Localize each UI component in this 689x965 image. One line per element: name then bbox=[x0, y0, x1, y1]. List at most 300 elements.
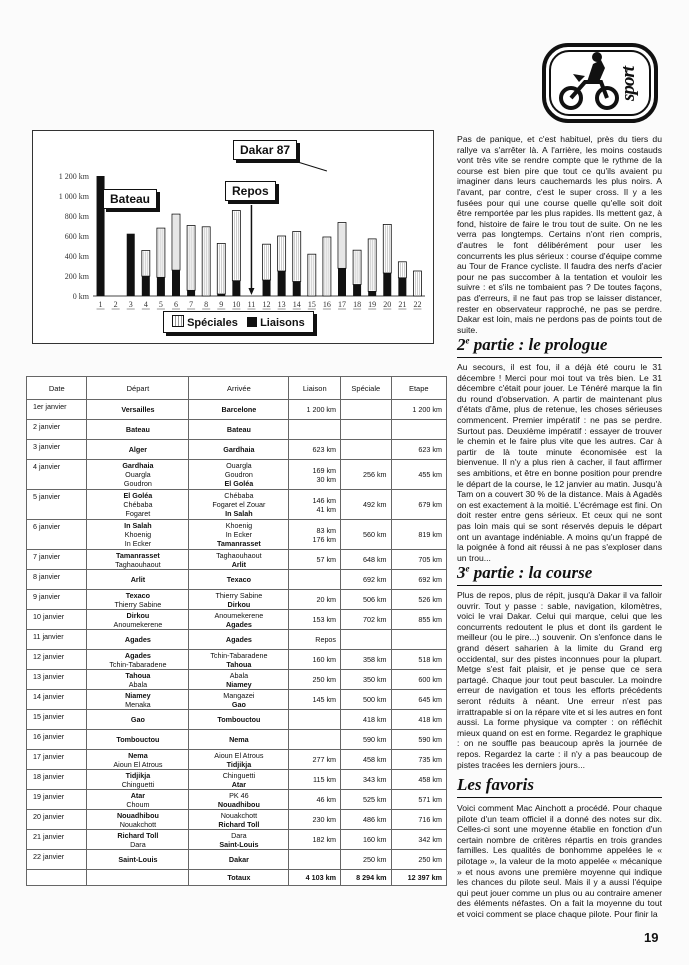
cell-etape bbox=[391, 440, 446, 460]
cell-depart-line: Ouargla bbox=[125, 470, 151, 479]
cell-speciale bbox=[341, 750, 392, 770]
cell-etape bbox=[391, 570, 446, 590]
cell-liaison bbox=[289, 810, 341, 830]
cell-etape-line: 735 km bbox=[418, 755, 442, 764]
cell-arrivee-line: Goudron bbox=[224, 470, 253, 479]
cell-speciale bbox=[341, 420, 392, 440]
cell-arrivee bbox=[189, 520, 289, 550]
cell-liaison-line: 1 200 km bbox=[306, 405, 337, 414]
cell-etape bbox=[391, 790, 446, 810]
cell-depart-line: Tombouctou bbox=[116, 735, 160, 744]
date-text: 2 janvier bbox=[33, 422, 61, 431]
cell-depart-line: Aioun El Atrous bbox=[113, 759, 163, 769]
chart-title: Dakar 87 bbox=[233, 140, 297, 160]
cell-etape-line: 250 km bbox=[418, 855, 442, 864]
cell-depart-line: Nema bbox=[128, 750, 148, 760]
cell-arrivee-line: Saint-Louis bbox=[219, 839, 259, 849]
cell-liaison-line: 146 km bbox=[312, 495, 337, 505]
annotation-repos: Repos bbox=[225, 181, 276, 201]
cell-depart-line: Nouadhibou bbox=[116, 810, 159, 820]
cell-speciale-line: 343 km bbox=[362, 775, 387, 784]
cell-speciale bbox=[341, 590, 392, 610]
section3-rule bbox=[457, 585, 662, 586]
legend-speciales-label: Spéciales bbox=[187, 317, 238, 329]
cell-etape-line: 819 km bbox=[418, 530, 442, 539]
cell-depart bbox=[87, 850, 189, 870]
cell-depart bbox=[87, 810, 189, 830]
cell-speciale bbox=[341, 810, 392, 830]
cell-date bbox=[27, 790, 87, 810]
cell-liaison bbox=[289, 590, 341, 610]
table-row bbox=[27, 490, 447, 520]
cell-depart-line: Tchin-Tabaradene bbox=[109, 659, 167, 669]
cell-date bbox=[27, 670, 87, 690]
cell-etape-line: 1 200 km bbox=[412, 405, 442, 414]
cell-depart-line: Dara bbox=[130, 839, 146, 849]
bar-liaison bbox=[142, 276, 150, 296]
cell-arrivee-line: Richard Toll bbox=[218, 819, 260, 829]
cell-arrivee-line: Gao bbox=[231, 699, 246, 709]
cell-arrivee-line: Atar bbox=[231, 779, 247, 789]
cell-depart bbox=[87, 750, 189, 770]
cell-depart-line: El Goléa bbox=[123, 491, 153, 500]
x-tick-label: 21 bbox=[398, 300, 407, 309]
cell-speciale-line: 458 km bbox=[362, 755, 387, 764]
cell-etape-line: 623 km bbox=[418, 445, 442, 454]
cell-arrivee-line: El Goléa bbox=[224, 479, 254, 488]
cell-arrivee bbox=[189, 670, 289, 690]
cell-arrivee-line: Tamanrasset bbox=[216, 539, 261, 548]
cell-depart-line: Menaka bbox=[125, 699, 151, 709]
cell-arrivee-line: Dara bbox=[231, 830, 247, 840]
cell-depart-line: Gardhaia bbox=[122, 461, 154, 470]
cell-speciale bbox=[341, 400, 392, 420]
cell-etape bbox=[391, 850, 446, 870]
x-tick-label: 20 bbox=[383, 300, 392, 309]
date-text: 11 janvier bbox=[33, 632, 64, 641]
table-body bbox=[27, 400, 447, 886]
cell-depart bbox=[87, 520, 189, 550]
bar-liaison bbox=[232, 281, 240, 296]
y-tick-label: 200 km bbox=[64, 272, 89, 281]
cell-liaison-line: 153 km bbox=[312, 615, 337, 624]
bar-liaison bbox=[263, 280, 271, 296]
cell-etape-line: 716 km bbox=[418, 815, 442, 824]
cell-date bbox=[27, 690, 87, 710]
table-row bbox=[27, 520, 447, 550]
cell-depart-line: Alger bbox=[128, 445, 148, 454]
section4-heading: Les favoris bbox=[457, 775, 534, 794]
table-row bbox=[27, 750, 447, 770]
totals-speciale bbox=[341, 870, 392, 886]
x-tick-label: 3 bbox=[128, 300, 133, 309]
cell-etape-line: 645 km bbox=[418, 695, 442, 704]
cell-arrivee-line: Aioun El Atrous bbox=[214, 750, 264, 760]
cell-liaison bbox=[289, 400, 341, 420]
cell-speciale bbox=[341, 830, 392, 850]
section2-heading: 2e partie : le prologue bbox=[457, 335, 608, 354]
cell-arrivee bbox=[189, 650, 289, 670]
cell-arrivee-line: Thierry Sabine bbox=[215, 590, 263, 600]
cell-etape bbox=[391, 590, 446, 610]
cell-etape bbox=[391, 810, 446, 830]
cell-speciale-line: 500 km bbox=[362, 695, 387, 704]
cell-liaison bbox=[289, 850, 341, 870]
section4-rule bbox=[457, 797, 662, 798]
table-row bbox=[27, 460, 447, 490]
cell-etape bbox=[391, 520, 446, 550]
cell-arrivee bbox=[189, 440, 289, 460]
cell-date bbox=[27, 710, 87, 730]
cell-arrivee bbox=[189, 570, 289, 590]
x-tick-label: 1 bbox=[98, 300, 103, 309]
section3-text: Plus de repos, plus de répit, jusqu'à Dakar il va falloir ouvrir. Tout y passe : sable, navigation, kilomètres, voici le vrai Dakar. Celui qui marque, celui que les concurrents redoutent le plus et dont ils gardent le meilleur (ou le pire...) souvenir. On s'enfonce dans le grand désert saharien à la limite du Grand erg occidental, sur des pistes inconnues pour la plupart. Metge s'est fait plaisir, et je pense que ce sera partagé. Chaque jour tout peut basculer. La moindre erreur de navigation et tous les efforts précédents seront réduits à néant. Une erreur n'est pas irrattrapable si on la répare vite et si les autres en font aussi. La forme physique va compter : on réfléchit mieux quand on est en forme. Regardez le graphique : on ne souffle pas beaucoup après la journée de repos. Regardez la carte : il n'y a pas beaucoup de pistes tracées les derniers jours... bbox=[457, 590, 662, 770]
cell-liaison-line: 83 km bbox=[316, 525, 337, 535]
cell-date bbox=[27, 750, 87, 770]
cell-liaison bbox=[289, 670, 341, 690]
col-etape: Etape bbox=[391, 377, 446, 400]
cell-date bbox=[27, 770, 87, 790]
cell-depart-line: Bateau bbox=[125, 425, 150, 434]
totals-label bbox=[189, 870, 289, 886]
cell-depart-line: Tidjikja bbox=[125, 770, 151, 780]
cell-liaison bbox=[289, 490, 341, 520]
section2-rule bbox=[457, 357, 662, 358]
cell-arrivee bbox=[189, 850, 289, 870]
sport-logo-word: sport bbox=[618, 66, 639, 102]
date-text: 20 janvier bbox=[33, 812, 65, 821]
cell-speciale-line: 506 km bbox=[362, 595, 387, 604]
bar-liaison bbox=[398, 278, 406, 296]
x-tick-label: 14 bbox=[292, 300, 301, 309]
bar-liaison bbox=[293, 282, 301, 297]
x-tick-label: 8 bbox=[204, 300, 209, 309]
table-row bbox=[27, 650, 447, 670]
cell-arrivee-line: Nouadhibou bbox=[217, 799, 260, 809]
cell-liaison bbox=[289, 420, 341, 440]
date-text: 13 janvier bbox=[33, 672, 65, 681]
cell-depart bbox=[87, 460, 189, 490]
date-text: 21 janvier bbox=[33, 832, 65, 841]
cell-arrivee-line: Taghaouhaout bbox=[216, 550, 262, 560]
x-tick-label: 11 bbox=[247, 300, 256, 309]
y-tick-label: 400 km bbox=[64, 252, 89, 261]
cell-etape bbox=[391, 770, 446, 790]
cell-liaison bbox=[289, 710, 341, 730]
date-text: 4 janvier bbox=[33, 462, 61, 471]
date-text: 12 janvier bbox=[33, 652, 65, 661]
cell-depart-line: Abala bbox=[128, 679, 148, 689]
cell-speciale bbox=[341, 610, 392, 630]
x-tick-label: 19 bbox=[368, 300, 377, 309]
table-row bbox=[27, 590, 447, 610]
cell-depart-line: Khoenig bbox=[124, 530, 152, 539]
x-tick-label: 16 bbox=[322, 300, 331, 309]
cell-arrivee bbox=[189, 810, 289, 830]
legend-liaisons-label: Liaisons bbox=[260, 317, 305, 329]
cell-arrivee bbox=[189, 690, 289, 710]
bar-liaison bbox=[127, 234, 135, 296]
annotation-bateau: Bateau bbox=[103, 189, 157, 209]
cell-arrivee-line: Tombouctou bbox=[217, 715, 261, 724]
cell-speciale-line: 492 km bbox=[362, 500, 387, 509]
bar-liaison bbox=[338, 268, 346, 296]
cell-date bbox=[27, 570, 87, 590]
x-tick-label: 5 bbox=[158, 300, 163, 309]
cell-liaison-line: Repos bbox=[315, 635, 337, 644]
cell-etape bbox=[391, 550, 446, 570]
cell-depart-line: Tamanrasset bbox=[116, 550, 160, 560]
cell-etape bbox=[391, 690, 446, 710]
bar-liaison bbox=[383, 273, 391, 296]
cell-arrivee bbox=[189, 550, 289, 570]
cell-etape-line: 600 km bbox=[418, 675, 442, 684]
cell-arrivee bbox=[189, 630, 289, 650]
cell-liaison bbox=[289, 750, 341, 770]
cell-arrivee-line: Tchin-Tabaradene bbox=[210, 650, 268, 660]
cell-speciale-line: 250 km bbox=[362, 855, 387, 864]
section2-text: Au secours, il est fou, il a déjà été couru le 31 décembre ! Merci pour moi tout va très bien. Le 31 décembre c'était pour jouer. Le Ténéré marque la fin du round d'observation. A partir de maintenant plus d'états d'âme, plus de retenue, les choses sérieuses commencent. Premier impératif : ne pas se perdre. Surtout pas. Deuxième impératif : essayer de trouver le chemin et le faire plus vite que les autres. Car à partir de là toute minute économisée est la bienvenue. Il n'y a plus rien à cacher, il faut affirmer ses ambitions, et être en bonne position pour prendre le départ de la course, le 12 janvier au matin. Jusqu'à Tam on a couvert 30 % de la distance. Mais à Agadès on est exactement à la moitié. L'écrémage est fini. On doit rester entre gens sérieux. Et ceux qui ne sont pas loin mais qui se sont réservés depuis le départ ont un avantage indéniable. A moins qu'un frappé de la poignée à fond ait réussi à ne pas s'exploser dans un trou... bbox=[457, 362, 662, 563]
cell-depart bbox=[87, 570, 189, 590]
x-tick-label: 6 bbox=[174, 300, 178, 309]
cell-liaison bbox=[289, 440, 341, 460]
cell-etape-line: 458 km bbox=[418, 775, 442, 784]
y-tick-label: 0 km bbox=[72, 292, 89, 301]
cell-arrivee-line: Niamey bbox=[226, 679, 252, 689]
cell-depart bbox=[87, 490, 189, 520]
totals-etape-text: 12 397 km bbox=[407, 873, 442, 882]
cell-liaison bbox=[289, 550, 341, 570]
x-tick-label: 10 bbox=[232, 300, 241, 309]
cell-depart-line: Anoumekerene bbox=[113, 619, 163, 629]
cell-etape bbox=[391, 710, 446, 730]
cell-etape-line: 692 km bbox=[418, 575, 442, 584]
cell-etape bbox=[391, 830, 446, 850]
cell-depart bbox=[87, 420, 189, 440]
table-row bbox=[27, 770, 447, 790]
cell-arrivee bbox=[189, 610, 289, 630]
date-text: 18 janvier bbox=[33, 772, 65, 781]
bar-liaison bbox=[353, 285, 361, 297]
cell-speciale bbox=[341, 730, 392, 750]
cell-etape-line: 705 km bbox=[418, 555, 442, 564]
cell-date bbox=[27, 650, 87, 670]
date-text: 5 janvier bbox=[33, 492, 61, 501]
cell-depart-line: Chébaba bbox=[123, 500, 153, 509]
cell-etape bbox=[391, 460, 446, 490]
cell-arrivee-line: Agades bbox=[225, 635, 252, 644]
cell-arrivee-line: Anoumekerene bbox=[214, 610, 264, 620]
date-text: 10 janvier bbox=[33, 612, 65, 621]
cell-arrivee-line: Gardhaia bbox=[223, 445, 255, 454]
col-date: Date bbox=[27, 377, 87, 400]
x-tick-label: 9 bbox=[219, 300, 224, 309]
cell-speciale bbox=[341, 550, 392, 570]
cell-etape-line: 590 km bbox=[418, 735, 442, 744]
cell-liaison-line: 623 km bbox=[312, 445, 337, 454]
cell-speciale bbox=[341, 850, 392, 870]
cell-depart bbox=[87, 770, 189, 790]
table-row bbox=[27, 400, 447, 420]
cell-arrivee-line: Chinguetti bbox=[222, 770, 256, 780]
cell-arrivee-line: Arlit bbox=[231, 559, 247, 569]
date-text: 22 janvier bbox=[33, 852, 65, 861]
cell-date bbox=[27, 590, 87, 610]
totals-liaison-text: 4 103 km bbox=[305, 873, 337, 882]
date-text: 16 janvier bbox=[33, 732, 65, 741]
y-tick-label: 1 200 km bbox=[58, 172, 89, 181]
cell-etape bbox=[391, 400, 446, 420]
cell-liaison-line: 46 km bbox=[316, 795, 337, 804]
x-tick-label: 12 bbox=[262, 300, 271, 309]
date-text: 19 janvier bbox=[33, 792, 65, 801]
cell-etape bbox=[391, 750, 446, 770]
page-number: 19 bbox=[644, 930, 659, 945]
cell-arrivee-line: Tidjikja bbox=[226, 759, 252, 769]
cell-liaison-line: 182 km bbox=[312, 835, 337, 844]
cell-date bbox=[27, 610, 87, 630]
bar-liaison bbox=[187, 290, 195, 296]
totals-row bbox=[27, 870, 447, 886]
cell-speciale-line: 358 km bbox=[362, 655, 387, 664]
cell-speciale bbox=[341, 770, 392, 790]
cell-depart-line: In Salah bbox=[124, 521, 152, 530]
cell-depart-line: Gao bbox=[130, 715, 145, 724]
cell-speciale bbox=[341, 520, 392, 550]
cell-depart bbox=[87, 730, 189, 750]
cell-speciale bbox=[341, 690, 392, 710]
cell-arrivee bbox=[189, 730, 289, 750]
cell-etape-line: 455 km bbox=[418, 470, 442, 479]
legend-speciales-swatch bbox=[172, 315, 184, 327]
cell-depart bbox=[87, 670, 189, 690]
cell-speciale-line: 350 km bbox=[362, 675, 387, 684]
cell-speciale bbox=[341, 670, 392, 690]
cell-depart bbox=[87, 630, 189, 650]
y-tick-label: 600 km bbox=[64, 232, 89, 241]
cell-liaison-line: 250 km bbox=[312, 675, 337, 684]
cell-etape-line: 526 km bbox=[418, 595, 442, 604]
cell-depart bbox=[87, 790, 189, 810]
cell-depart-line: Taghaouhaout bbox=[115, 559, 161, 569]
totals-liaison bbox=[289, 870, 341, 886]
cell-etape bbox=[391, 730, 446, 750]
table-row bbox=[27, 570, 447, 590]
x-tick-label: 7 bbox=[189, 300, 194, 309]
cell-depart-line: Texaco bbox=[125, 590, 151, 600]
cell-etape bbox=[391, 610, 446, 630]
bar-liaison bbox=[368, 291, 376, 296]
cell-arrivee-line: PK 46 bbox=[229, 790, 249, 800]
cell-speciale bbox=[341, 630, 392, 650]
table-row bbox=[27, 850, 447, 870]
table-row bbox=[27, 790, 447, 810]
cell-liaison-line: 145 km bbox=[312, 695, 337, 704]
cell-depart-line: Choum bbox=[126, 799, 150, 809]
cell-depart-line: Fogaret bbox=[125, 509, 151, 518]
x-tick-label: 4 bbox=[143, 300, 148, 309]
cell-arrivee-line: Ouargla bbox=[226, 461, 252, 470]
cell-speciale bbox=[341, 440, 392, 460]
cell-depart bbox=[87, 440, 189, 460]
table-row bbox=[27, 610, 447, 630]
cell-arrivee-line: Mangazei bbox=[223, 690, 255, 700]
table-row bbox=[27, 830, 447, 850]
cell-date bbox=[27, 630, 87, 650]
cell-arrivee bbox=[189, 460, 289, 490]
cell-depart-line: Goudron bbox=[123, 479, 152, 488]
cell-depart-line: Richard Toll bbox=[117, 830, 159, 840]
title-pointer bbox=[288, 159, 327, 171]
bar-liaison bbox=[278, 271, 286, 296]
table-row bbox=[27, 730, 447, 750]
cell-date bbox=[27, 460, 87, 490]
bar-liaison bbox=[172, 270, 180, 296]
cell-speciale bbox=[341, 710, 392, 730]
cell-arrivee bbox=[189, 830, 289, 850]
cell-arrivee bbox=[189, 750, 289, 770]
date-text: 6 janvier bbox=[33, 522, 61, 531]
cell-arrivee bbox=[189, 590, 289, 610]
date-text: 14 janvier bbox=[33, 692, 65, 701]
cell-arrivee-line: Texaco bbox=[226, 575, 251, 584]
sport-logo bbox=[541, 42, 659, 124]
cell-etape-line: 418 km bbox=[418, 715, 442, 724]
cell-date bbox=[27, 440, 87, 460]
cell-liaison bbox=[289, 610, 341, 630]
cell-depart-line: Chinguetti bbox=[121, 779, 155, 789]
cell-arrivee bbox=[189, 770, 289, 790]
cell-liaison-line: 277 km bbox=[312, 755, 337, 764]
cell-date bbox=[27, 810, 87, 830]
cell-speciale-line: 160 km bbox=[362, 835, 387, 844]
cell-arrivee bbox=[189, 490, 289, 520]
table-row bbox=[27, 420, 447, 440]
cell-arrivee bbox=[189, 400, 289, 420]
bar-liaison bbox=[157, 277, 165, 296]
cell-liaison bbox=[289, 790, 341, 810]
empty-cell bbox=[27, 870, 87, 886]
cell-arrivee-line: Dirkou bbox=[227, 599, 251, 609]
cell-depart bbox=[87, 830, 189, 850]
chart-legend bbox=[163, 311, 314, 333]
cell-depart bbox=[87, 550, 189, 570]
cell-arrivee-line: Nouakchott bbox=[220, 810, 258, 820]
cell-arrivee-line: Agades bbox=[225, 619, 252, 629]
cell-date bbox=[27, 420, 87, 440]
cell-speciale-line: 692 km bbox=[362, 575, 387, 584]
totals-speciale-text: 8 294 km bbox=[356, 873, 387, 882]
section3-heading: 3e partie : la course bbox=[457, 563, 593, 582]
cell-arrivee-line: Nema bbox=[229, 735, 249, 744]
cell-liaison-line: 41 km bbox=[316, 504, 337, 514]
cell-speciale-line: 590 km bbox=[362, 735, 387, 744]
x-tick-label: 17 bbox=[338, 300, 346, 309]
cell-date bbox=[27, 550, 87, 570]
cell-etape bbox=[391, 670, 446, 690]
cell-speciale bbox=[341, 570, 392, 590]
cell-speciale-line: 418 km bbox=[362, 715, 387, 724]
table-row bbox=[27, 710, 447, 730]
col-depart: Départ bbox=[87, 377, 189, 400]
table-row bbox=[27, 440, 447, 460]
cell-date bbox=[27, 400, 87, 420]
empty-cell bbox=[87, 870, 189, 886]
cell-speciale-line: 560 km bbox=[362, 530, 387, 539]
date-text: 8 janvier bbox=[33, 572, 61, 581]
cell-liaison bbox=[289, 520, 341, 550]
cell-depart bbox=[87, 690, 189, 710]
